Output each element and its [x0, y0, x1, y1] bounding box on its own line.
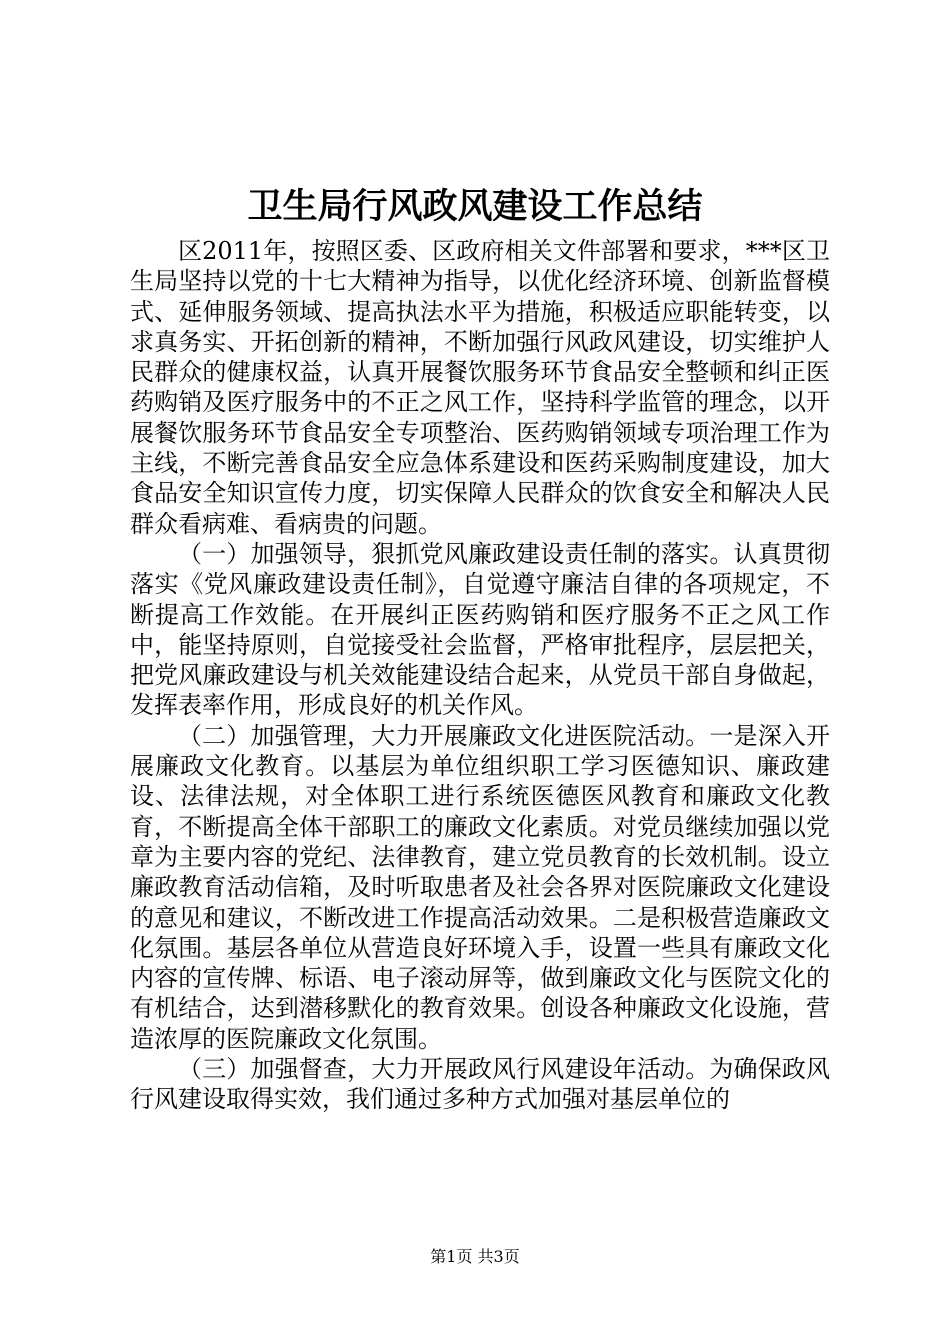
paragraph: （一）加强领导，狠抓党风廉政建设责任制的落实。认真贯彻落实《党风廉政建设责任制》，自觉遵守廉洁自律的各项规定，不断提高工作效能。在开展纠正医药购销和医疗服务不正之风工作中，能坚持原则，自觉接受社会监督，严格审批程序，层层把关，把党风廉政建设与机关效能建设结合起来，从党员干部自身做起，发挥表率作用，形成良好的机关作风。 [130, 539, 830, 720]
paragraph: （三）加强督查，大力开展政风行风建设年活动。为确保政风行风建设取得实效，我们通过多种方式加强对基层单位的 [130, 1055, 830, 1114]
document-title: 卫生局行风政风建设工作总结 [247, 186, 703, 227]
paragraph: 区2011年，按照区委、区政府相关文件部署和要求，***区卫生局坚持以党的十七大精神为指导，以优化经济环境、创新监督模式、延伸服务领域、提高执法水平为措施，积极适应职能转变，以求真务实、开拓创新的精神，不断加强行风政风建设，切实维护人民群众的健康权益，认真开展餐饮服务环节食品安全整顿和纠正医药购销及医疗服务中的不正之风工作，坚持科学监管的理念，以开展餐饮服务环节食品安全专项整治、医药购销领域专项治理工作为主线，不断完善食品安全应急体系建设和医药采购制度建设，加大食品安全知识宣传力度，切实保障人民群众的饮食安全和解决人民群众看病难、看病贵的问题。 [130, 237, 830, 538]
paragraph: （二）加强管理，大力开展廉政文化进医院活动。一是深入开展廉政文化教育。以基层为单位组织职工学习医德知识、廉政建设、法律法规，对全体职工进行系统医德医风教育和廉政文化教育，不断提高全体干部职工的廉政文化素质。对党员继续加强以党章为主要内容的党纪、法律教育，建立党员教育的长效机制。设立廉政教育活动信箱，及时听取患者及社会各界对医院廉政文化建设的意见和建议，不断改进工作提高活动效果。二是积极营造廉政文化氛围。基层各单位从营造良好环境入手，设置一些具有廉政文化内容的宣传牌、标语、电子滚动屏等，做到廉政文化与医院文化的有机结合，达到潜移默化的教育效果。创设各种廉政文化设施，营造浓厚的医院廉政文化氛围。 [130, 721, 830, 1053]
document-body [130, 236, 830, 1115]
page-footer: 第1页 共3页 [430, 1247, 520, 1266]
